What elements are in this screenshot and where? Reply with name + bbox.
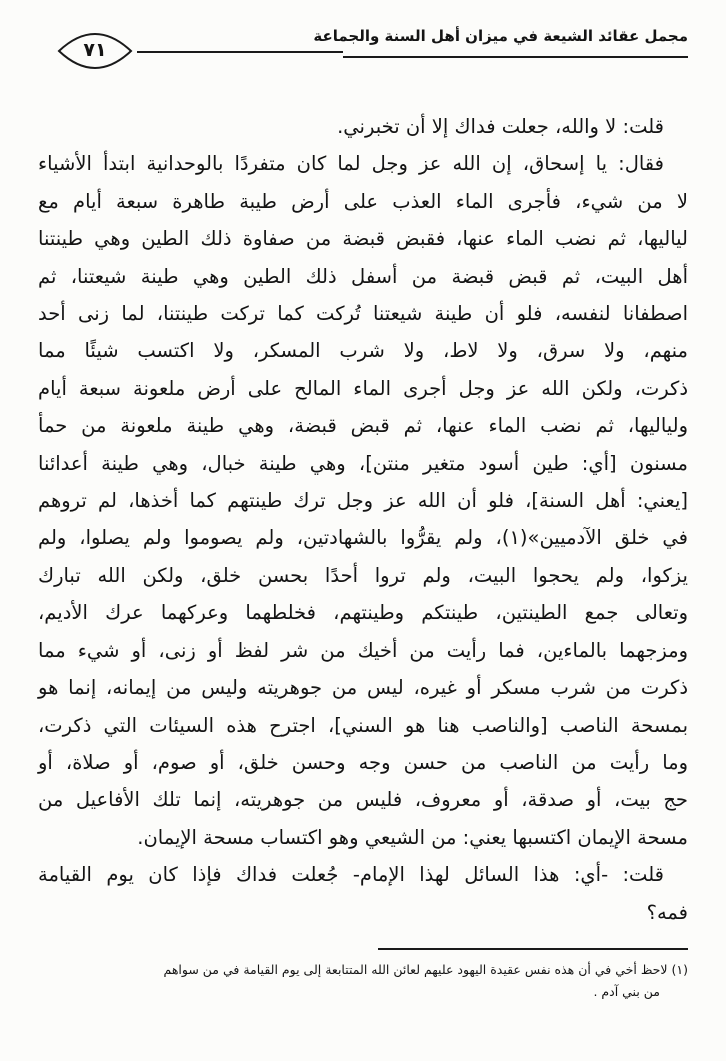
body-line: قلت: -أي: هذا السائل لهذا الإمام- جُعلت فداك فإذا كان يوم القيامة	[38, 863, 664, 887]
body-line: لا من شيء، فأجرى الماء العذب على أرض طيبة طاهرة سبعة أيام مع	[38, 189, 688, 213]
book-title: مجمل عقائد الشيعة في ميزان أهل السنة والجماعة	[313, 27, 688, 45]
footnote-line: (١) لاحظ أخي في أن هذه نفس عقيدة اليهود عليهم لعائن الله المتتابعة إلى يوم القيامة في من سواهم	[163, 962, 688, 977]
footnote	[38, 948, 688, 1002]
body-line: لياليها، ثم نضب الماء عنها، فقبض قبضة من صفاوة ذلك الطين وهي طينتنا	[38, 227, 688, 251]
body-line: مسحة الإيمان اكتسبها يعني: من الشيعي وهو اكتساب مسحة الإيمان.	[137, 825, 688, 849]
body-line: ذكرت من شرب مسكر أو غيره، ليس من جوهريته وليس من إيمانه، إنما هو	[38, 676, 688, 700]
body-line: منهم، ولا سرق، ولا لاط، ولا شرب المسكر، ولا اكتسب شيئًا مما	[38, 339, 688, 363]
body-line: ومزجهما بالماءين، فما رأيت من أخيك من شر لفظ أو زنى، أو شيء مما	[38, 638, 688, 662]
page-header	[0, 24, 726, 88]
body-line: ذكرت، ولكن الله عز وجل أجرى الماء المالح على أرض ملعونة سبعة أيام	[38, 376, 688, 400]
body-line: يزكوا، ولم يحجوا البيت، ولم تروا أحدًا بحسن خلق، ولكن الله تبارك	[38, 563, 688, 587]
body-line: ولياليها، ثم نضب الماء عنها، ثم قبض قبضة، وهي طينة ملعونة من حمأ	[38, 414, 688, 438]
body-line: في خلق الآدميين»(١)، ولم يقرُّوا بالشهادتين، ولم يصوموا ولم يصلوا، ولم	[38, 526, 688, 550]
footnote-separator	[378, 948, 688, 950]
body-line: فقال: يا إسحاق، إن الله عز وجل لما كان متفردًا بالوحدانية ابتدأ الأشياء	[38, 152, 664, 176]
body-text	[38, 108, 688, 931]
body-line: بمسحة الناصب [والناصب هنا هو السني]، اجترح هذه السيئات التي ذكرت،	[38, 713, 688, 737]
body-line: قلت: لا والله، جعلت فداك إلا أن تخبرني.	[337, 115, 664, 138]
body-line: أهل البيت، ثم قبض قبضة من أسفل ذلك الطين وهي طينة شيعتنا، ثم	[38, 264, 688, 288]
header-rule	[137, 51, 343, 53]
body-line: حج بيت، أو صدقة، أو معروف، فليس من جوهريته، إنما تلك الأفاعيل من	[38, 788, 688, 812]
footnote-line: من بني آدم .	[593, 983, 660, 999]
body-line: مسنون [أي: طين أسود متغير منتن]، وهي طينة خبال، وهي طينة أعدائنا	[38, 451, 688, 475]
footnote-lines	[38, 959, 688, 1002]
body-line: [يعني: أهل السنة]، فلو أن الله عز وجل ترك طينتهم كما أخذها، لم تروهم	[38, 489, 688, 513]
body-line: اصطفانا لنفسه، فلو أن طينة شيعتنا تُركت كما تركت طينتنا، لما زنى أحد	[38, 302, 688, 326]
page-number: ٧١	[83, 39, 107, 61]
running-title-rule	[313, 26, 688, 58]
page-number-ornament	[56, 30, 134, 72]
body-line: فمه؟	[646, 900, 688, 924]
body-line: وتعالى جمع الطينتين، طينتكم وطينتهم، فخلطهما وعركهما عرك الأديم،	[38, 601, 688, 625]
body-line: وما رأيت من الناصب من حسن وجه وحسن خلق، أو صوم، أو صلاة، أو	[38, 750, 688, 774]
